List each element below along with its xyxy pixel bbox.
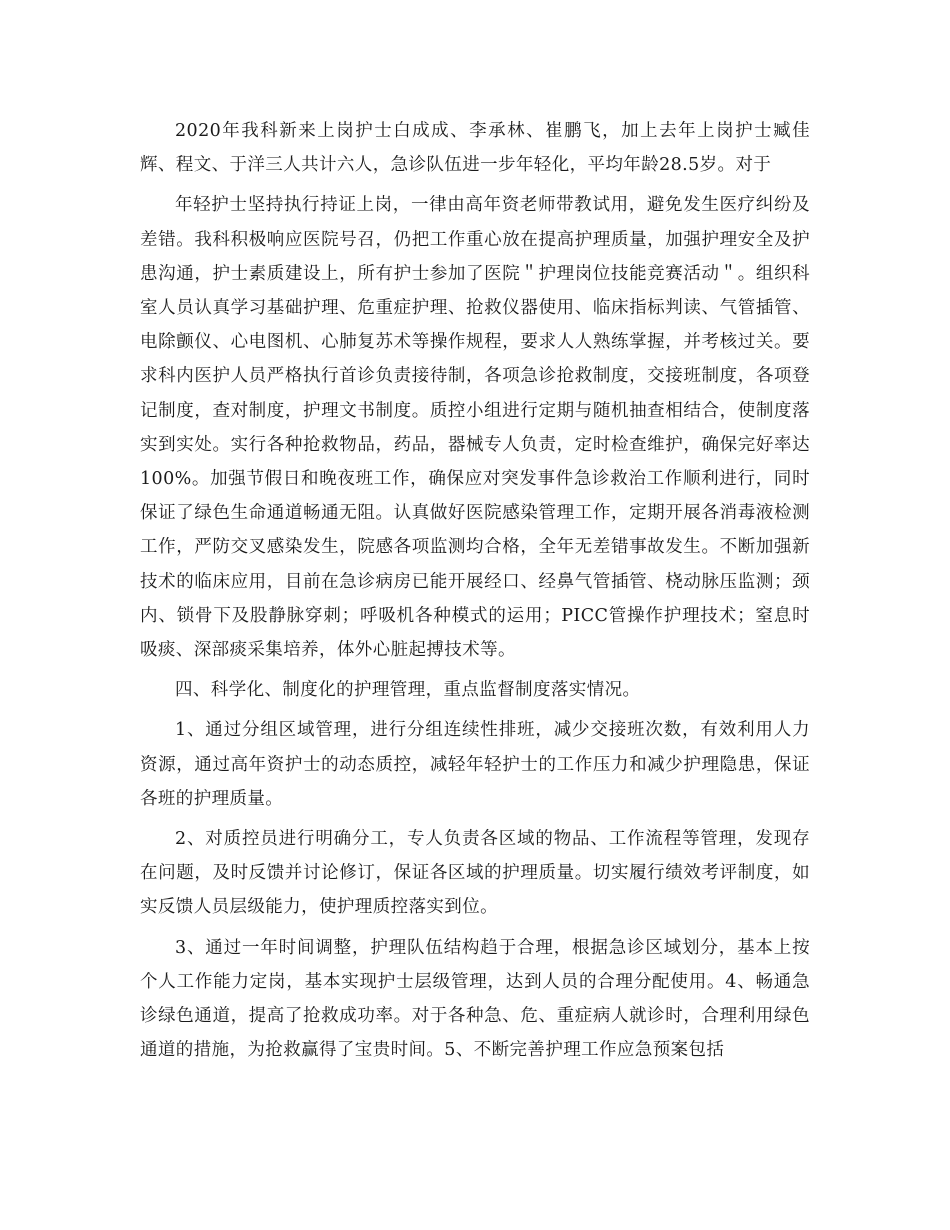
paragraph-item-1: 1、通过分组区域管理，进行分组连续性排班，减少交接班次数，有效利用人力资源，通过高年资护士的动态质控，减轻年轻护士的工作压力和减少护理隐患，保证各班的护理质量。: [140, 720, 810, 809]
paragraph-section-heading: 四、科学化、制度化的护理管理，重点监督制度落实情况。: [175, 680, 641, 701]
paragraph-staffing: 2020年我科新来上岗护士白成成、李承林、崔鹏飞，加上去年上岗护士臧佳辉、程文、于洋三人共计六人，急诊队伍进一步年轻化，平均年龄28.5岁。对于: [140, 121, 810, 176]
paragraph-item-2: 2、对质控员进行明确分工，专人负责各区域的物品、工作流程等管理，发现存在问题，及时反馈并讨论修订，保证各区域的护理质量。切实履行绩效考评制度，如实反馈人员层级能力，使护理质控落实到位。: [140, 829, 810, 918]
paragraph-item-3: 3、通过一年时间调整，护理队伍结构趋于合理，根据急诊区域划分，基本上按个人工作能力定岗，基本实现护士层级管理，达到人员的合理分配使用。4、畅通急诊绿色通道，提高了抢救成功率。对于各种急、危、重症病人就诊时，合理利用绿色通道的措施，为抢救赢得了宝贵时间。5、不断完善护理工作应急预案包括: [140, 937, 810, 1061]
paragraph-nursing-quality: 年轻护士坚持执行持证上岗，一律由高年资老师带教试用，避免发生医疗纠纷及差错。我科积极响应医院号召，仍把工作重心放在提高护理质量，加强护理安全及护患沟通，护士素质建设上，所有护士参加了医院＂护理岗位技能竞赛活动＂。组织科室人员认真学习基础护理、危重症护理、抢救仪器使用、临床指标判读、气管插管、电除颤仪、心电图机、心肺复苏术等操作规程，要求人人熟练掌握，并考核过关。要求科内医护人员严格执行首诊负责接待制，各项急诊抢救制度，交接班制度，各项登记制度，查对制度，护理文书制度。质控小组进行定期与随机抽查相结合，使制度落实到实处。实行各种抢救物品，药品，器械专人负责，定时检查维护，确保完好率达100%。加强节假日和晚夜班工作，确保应对突发事件急诊救治工作顺利进行，同时保证了绿色生命通道畅通无阻。认真做好医院感染管理工作，定期开展各消毒液检测工作，严防交叉感染发生，院感各项监测均合格，全年无差错事故发生。不断加强新技术的临床应用，目前在急诊病房已能开展经口、经鼻气管插管、桡动脉压监测；颈内、锁骨下及股静脉穿刺；呼吸机各种模式的运用；PICC管操作护理技术；窒息时吸痰、深部痰采集培养，体外心脏起搏技术等。: [140, 195, 810, 661]
document-body: [140, 114, 810, 1067]
